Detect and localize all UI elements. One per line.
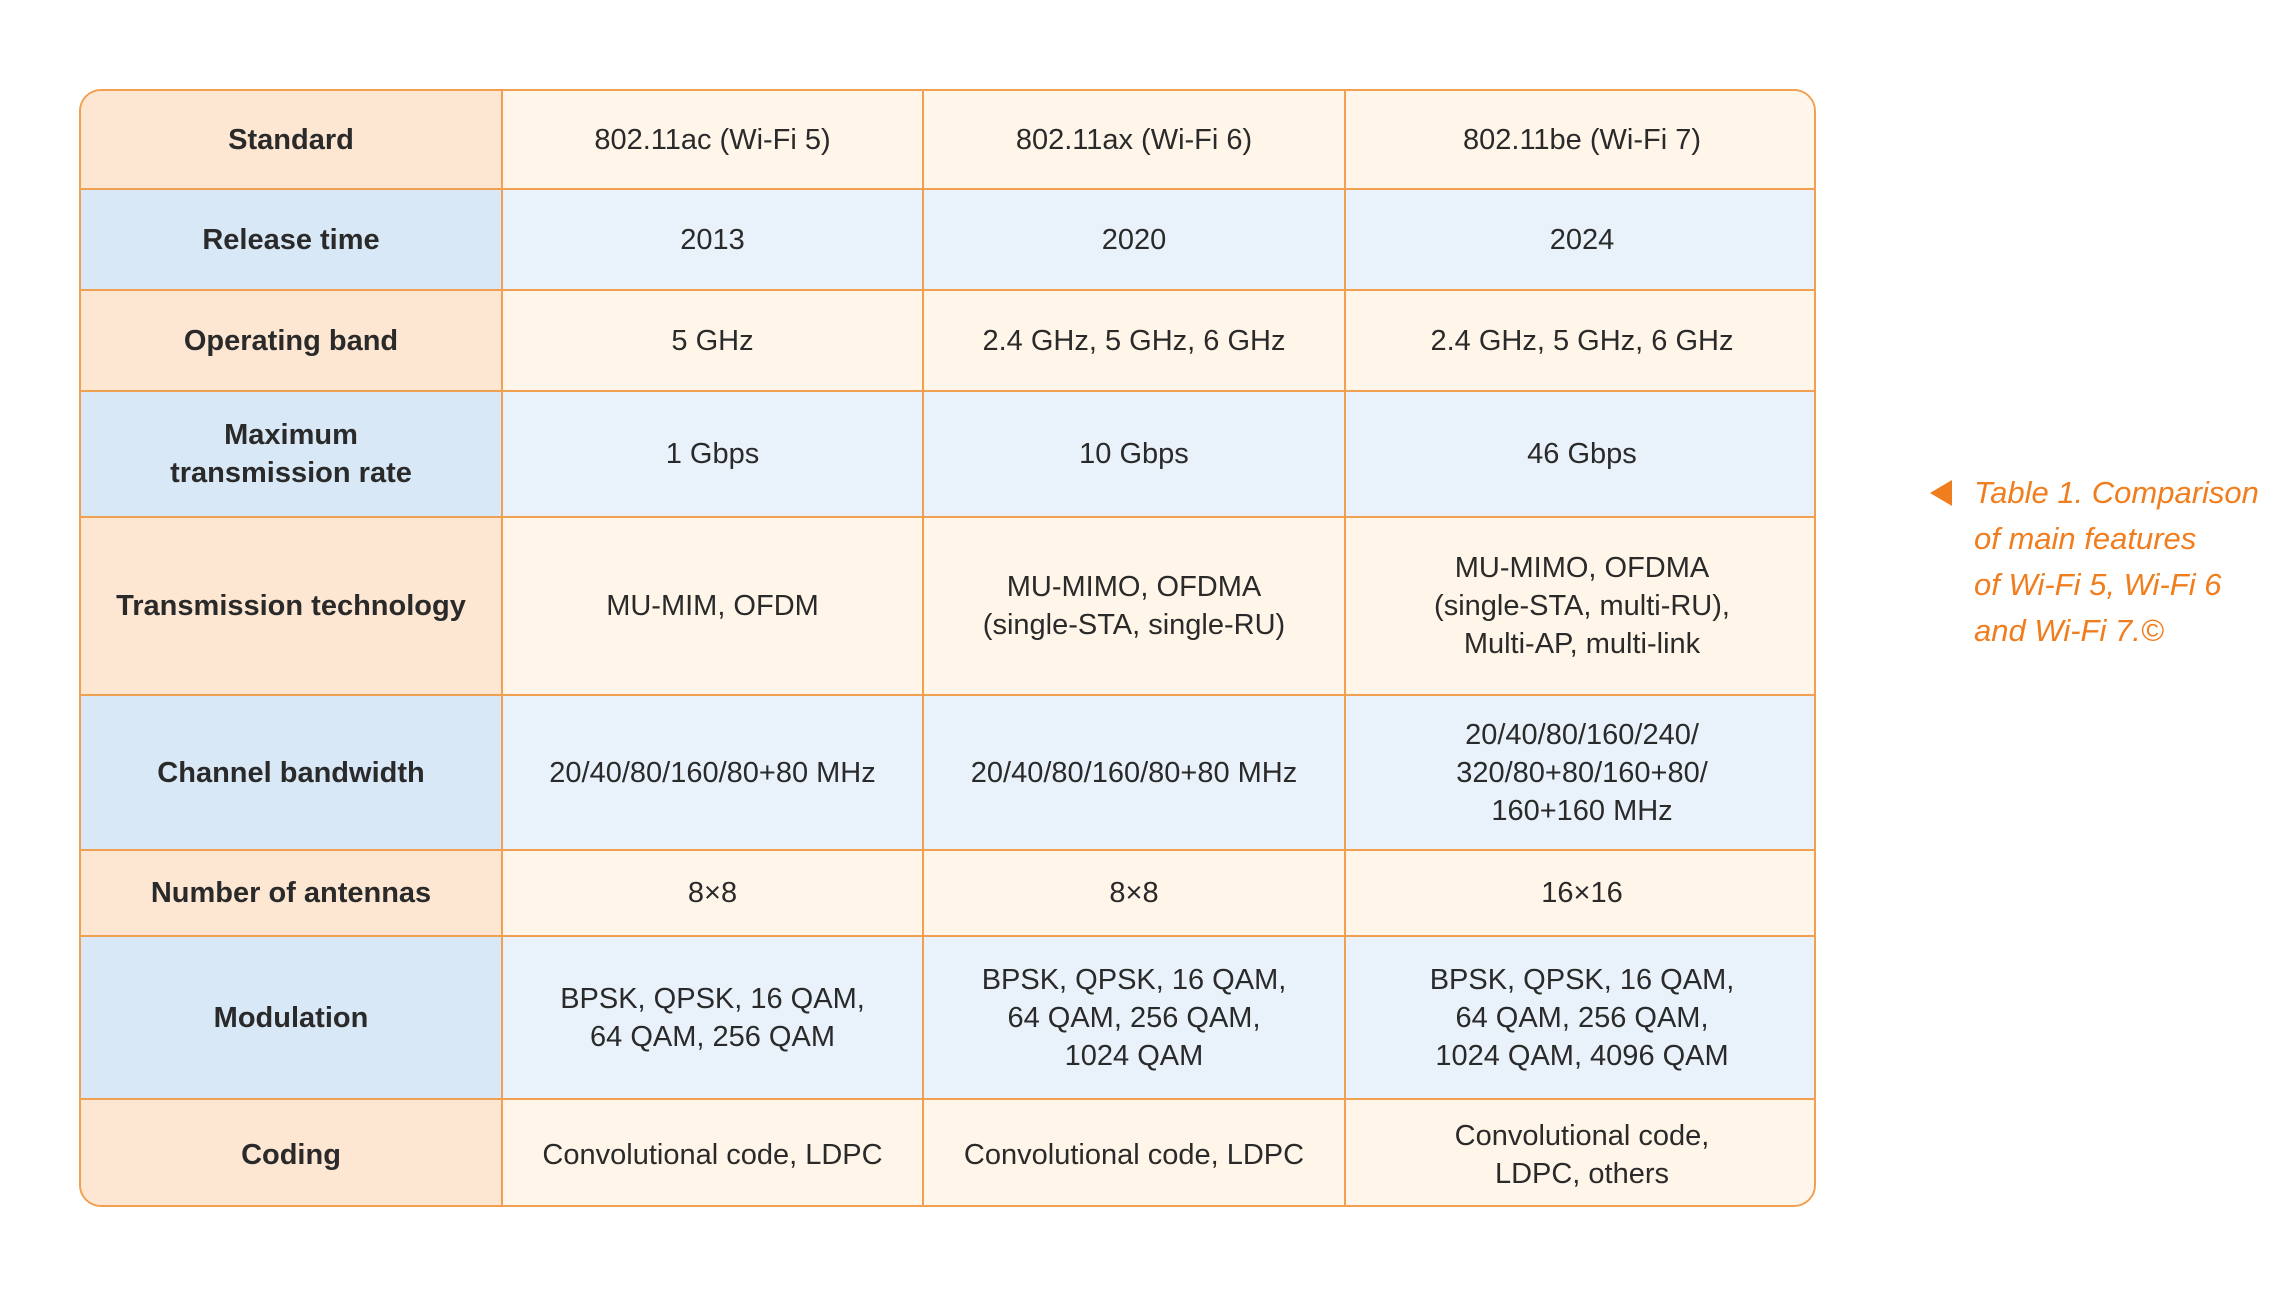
table-cell: 8×8 — [502, 850, 923, 936]
table-row-channel-bandwidth — [81, 695, 1816, 850]
table-cell: 2013 — [502, 189, 923, 290]
table-cell: Convolutional code, LDPC, others — [1345, 1099, 1816, 1207]
table-cell: 802.11ac (Wi-Fi 5) — [502, 91, 923, 189]
table-cell: 2.4 GHz, 5 GHz, 6 GHz — [923, 290, 1345, 391]
row-header: Channel bandwidth — [81, 695, 502, 850]
comparison-table — [81, 91, 1816, 1207]
row-header: Maximum transmission rate — [81, 391, 502, 517]
table-cell: 16×16 — [1345, 850, 1816, 936]
table-cell: Convolutional code, LDPC — [502, 1099, 923, 1207]
table-cell: BPSK, QPSK, 16 QAM, 64 QAM, 256 QAM, 1024 QAM, 4096 QAM — [1345, 936, 1816, 1099]
table-row-max-rate — [81, 391, 1816, 517]
caption-triangle-icon — [1930, 480, 1952, 506]
table-row-operating-band — [81, 290, 1816, 391]
table-cell: 20/40/80/160/80+80 MHz — [923, 695, 1345, 850]
table-cell: 2.4 GHz, 5 GHz, 6 GHz — [1345, 290, 1816, 391]
table-cell: BPSK, QPSK, 16 QAM, 64 QAM, 256 QAM — [502, 936, 923, 1099]
table-cell: 802.11ax (Wi-Fi 6) — [923, 91, 1345, 189]
table-cell: 20/40/80/160/80+80 MHz — [502, 695, 923, 850]
table-cell: 2024 — [1345, 189, 1816, 290]
table-cell: 2020 — [923, 189, 1345, 290]
row-header: Operating band — [81, 290, 502, 391]
row-header: Standard — [81, 91, 502, 189]
table-cell: Convolutional code, LDPC — [923, 1099, 1345, 1207]
table-cell: 1 Gbps — [502, 391, 923, 517]
table-cell: BPSK, QPSK, 16 QAM, 64 QAM, 256 QAM, 1024 QAM — [923, 936, 1345, 1099]
table-cell: MU-MIM, OFDM — [502, 517, 923, 695]
table-row-coding — [81, 1099, 1816, 1207]
row-header: Coding — [81, 1099, 502, 1207]
table-cell: 46 Gbps — [1345, 391, 1816, 517]
table-cell: 10 Gbps — [923, 391, 1345, 517]
table-row-modulation — [81, 936, 1816, 1099]
table-row-standard — [81, 91, 1816, 189]
row-header: Number of antennas — [81, 850, 502, 936]
table-cell: MU-MIMO, OFDMA (single-STA, multi-RU), Multi-AP, multi-link — [1345, 517, 1816, 695]
table-row-transmission-technology — [81, 517, 1816, 695]
row-header: Release time — [81, 189, 502, 290]
row-header: Transmission technology — [81, 517, 502, 695]
table-row-antennas — [81, 850, 1816, 936]
row-header: Modulation — [81, 936, 502, 1099]
table-cell: 5 GHz — [502, 290, 923, 391]
table-cell: 802.11be (Wi-Fi 7) — [1345, 91, 1816, 189]
table-cell: 20/40/80/160/240/ 320/80+80/160+80/ 160+160 MHz — [1345, 695, 1816, 850]
caption-text: Table 1. Comparison of main features of Wi-Fi 5, Wi-Fi 6 and Wi-Fi 7.© — [1974, 475, 2259, 648]
table-cell: 8×8 — [923, 850, 1345, 936]
comparison-table-container — [79, 89, 1816, 1207]
table-cell: MU-MIMO, OFDMA (single-STA, single-RU) — [923, 517, 1345, 695]
table-row-release-time — [81, 189, 1816, 290]
